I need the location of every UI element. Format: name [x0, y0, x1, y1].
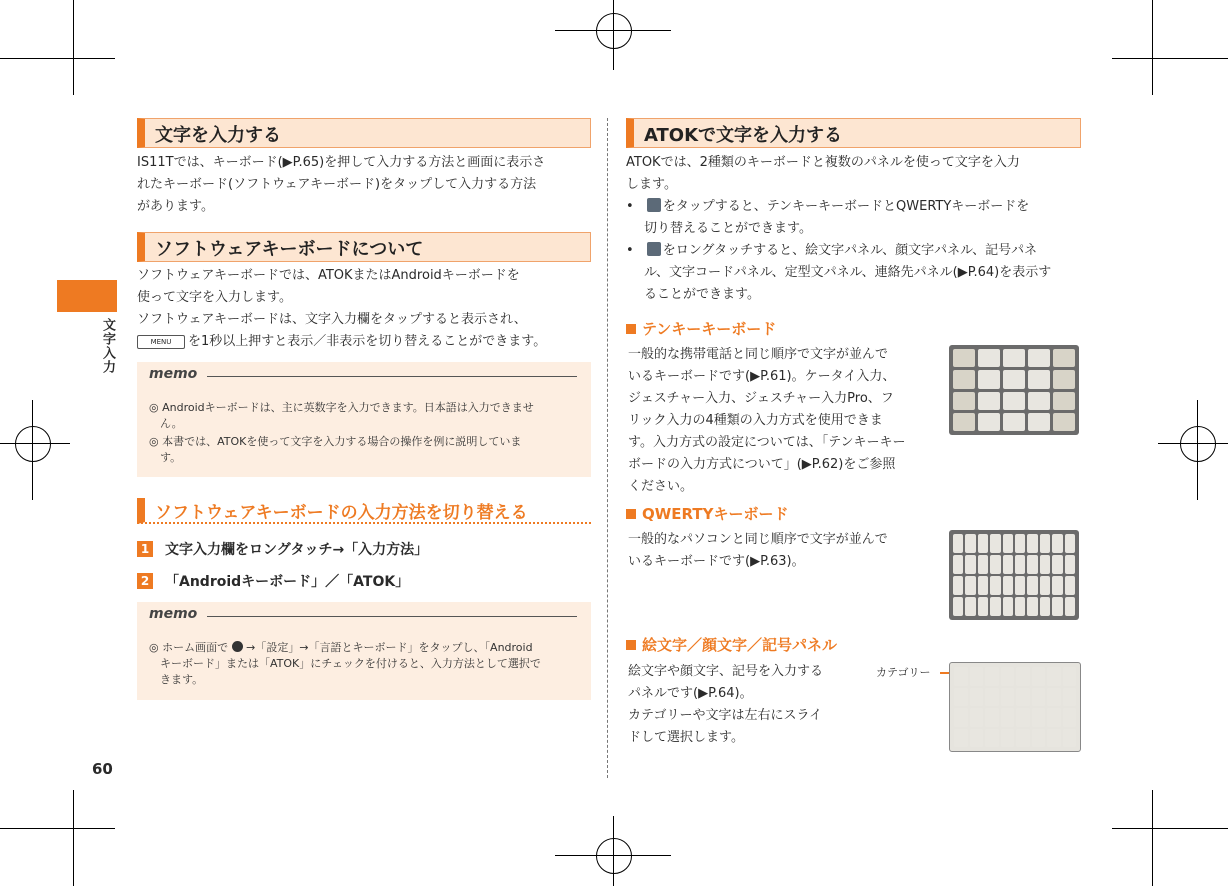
keyboard-key — [1047, 667, 1061, 686]
keyboard-key — [953, 370, 975, 388]
column-divider — [607, 118, 608, 778]
memo-label: memo — [149, 606, 198, 622]
keyboard-key — [978, 576, 988, 595]
keyboard-key — [990, 555, 1000, 574]
keyboard-key — [1047, 688, 1061, 707]
keyboard-key — [965, 597, 975, 616]
section-tenkey: テンキーキーボード — [626, 318, 776, 339]
bullet-switch-keyboard: • をタップすると、テンキーキーボードとQWERTYキーボードを 切り替えることができます。 — [626, 199, 1030, 236]
side-tab — [57, 280, 117, 312]
keyboard-key — [990, 597, 1000, 616]
keyboard-key — [1003, 576, 1013, 595]
keyboard-key — [1065, 555, 1075, 574]
keyboard-key — [1047, 729, 1061, 748]
keyboard-key — [1047, 708, 1061, 727]
keyboard-key — [1063, 667, 1077, 686]
keyboard-key — [978, 349, 1000, 367]
keyboard-key — [953, 349, 975, 367]
keyboard-key — [965, 534, 975, 553]
keyboard-key — [953, 597, 963, 616]
heading-switch-input-method: ソフトウェアキーボードの入力方法を切り替える — [137, 498, 591, 524]
keyboard-key — [1052, 555, 1062, 574]
keyboard-key — [1015, 534, 1025, 553]
keyboard-key — [965, 555, 975, 574]
keyboard-key — [1063, 729, 1077, 748]
keyboard-key — [985, 708, 999, 727]
keyboard-key — [970, 667, 984, 686]
memo-item: ◎ Androidキーボードは、主に英数字を入力できます。日本語は入力できませ ん。 — [149, 401, 534, 430]
keyboard-key — [978, 597, 988, 616]
keyboard-key — [985, 688, 999, 707]
memo-item: ◎ 本書では、ATOKを使って文字を入力する場合の操作を例に説明していま す。 — [149, 435, 522, 464]
keyboard-icon — [647, 242, 661, 256]
keyboard-key — [1028, 392, 1050, 410]
keyboard-key — [1003, 349, 1025, 367]
keyboard-key — [970, 688, 984, 707]
keyboard-key — [1003, 413, 1025, 431]
keyboard-key — [1027, 555, 1037, 574]
keyboard-key — [978, 555, 988, 574]
keyboard-key — [1053, 392, 1075, 410]
software-keyboard-paragraph: ソフトウェアキーボードでは、ATOKまたはAndroidキーボードを 使って文字を入力します。 ソフトウェアキーボードは、文字入力欄をタップすると表示され、 MENU を1秒以上押すと表示／非表示を切り替えることができます。 — [137, 268, 547, 349]
keyboard-key — [1003, 370, 1025, 388]
keyboard-key — [953, 576, 963, 595]
keyboard-key — [1001, 729, 1015, 748]
memo-label: memo — [149, 366, 198, 382]
tenkey-keyboard-image — [949, 345, 1079, 435]
keyboard-key — [1053, 370, 1075, 388]
emoji-panel-paragraph: 絵文字や顔文字、記号を入力する パネルです(▶P.64)。 カテゴリーや文字は左右にスライ ドして選択します。 — [628, 664, 824, 745]
keyboard-key — [1015, 555, 1025, 574]
keyboard-key — [1027, 597, 1037, 616]
keyboard-key — [978, 413, 1000, 431]
keyboard-key — [1028, 413, 1050, 431]
keyboard-key — [954, 688, 968, 707]
keyboard-key — [1015, 597, 1025, 616]
keyboard-key — [1032, 667, 1046, 686]
keyboard-key — [1016, 688, 1030, 707]
keyboard-key — [954, 729, 968, 748]
keyboard-key — [1063, 688, 1077, 707]
qwerty-paragraph: 一般的なパソコンと同じ順序で文字が並んで いるキーボードです(▶P.63)。 — [628, 532, 888, 569]
keyboard-key — [1032, 688, 1046, 707]
keyboard-key — [954, 667, 968, 686]
keyboard-key — [985, 729, 999, 748]
section-qwerty: QWERTYキーボード — [626, 503, 789, 524]
section-emoji-panel: 絵文字／顔文字／記号パネル — [626, 634, 837, 655]
keyboard-key — [990, 534, 1000, 553]
keyboard-key — [1003, 555, 1013, 574]
keyboard-key — [1040, 534, 1050, 553]
keyboard-key — [1065, 534, 1075, 553]
keyboard-key — [953, 555, 963, 574]
step-2: 2 「Androidキーボード」／「ATOK」 — [137, 571, 409, 591]
keyboard-key — [1027, 534, 1037, 553]
heading-software-keyboard: ソフトウェアキーボードについて — [137, 232, 591, 262]
keyboard-key — [1003, 597, 1013, 616]
keyboard-key — [1015, 576, 1025, 595]
keyboard-icon — [647, 198, 661, 212]
keyboard-key — [978, 392, 1000, 410]
keyboard-key — [1016, 667, 1030, 686]
keyboard-key — [1052, 534, 1062, 553]
keyboard-key — [1040, 576, 1050, 595]
keyboard-key — [1028, 370, 1050, 388]
keyboard-key — [1032, 708, 1046, 727]
keyboard-key — [1028, 349, 1050, 367]
keyboard-key — [1065, 597, 1075, 616]
page-number: 60 — [92, 760, 113, 778]
keyboard-key — [953, 534, 963, 553]
keyboard-key — [1001, 688, 1015, 707]
keyboard-key — [1065, 576, 1075, 595]
memo-box-2 — [137, 602, 591, 700]
keyboard-key — [953, 392, 975, 410]
keyboard-key — [954, 708, 968, 727]
keyboard-key — [965, 576, 975, 595]
keyboard-key — [1032, 729, 1046, 748]
keyboard-key — [1053, 413, 1075, 431]
keyboard-key — [1016, 729, 1030, 748]
keyboard-key — [978, 534, 988, 553]
keyboard-key — [970, 729, 984, 748]
menu-key-icon: MENU — [137, 335, 185, 349]
keyboard-key — [1003, 392, 1025, 410]
keyboard-key — [1027, 576, 1037, 595]
keyboard-key — [985, 667, 999, 686]
keyboard-key — [1063, 708, 1077, 727]
keyboard-key — [1016, 708, 1030, 727]
keyboard-key — [978, 370, 1000, 388]
keyboard-key — [953, 413, 975, 431]
keyboard-key — [1040, 555, 1050, 574]
step-1: 1 文字入力欄をロングタッチ→「入力方法」 — [137, 539, 428, 559]
intro-paragraph: IS11Tでは、キーボード(▶P.65)を押して入力する方法と画面に表示さ れたキーボード(ソフトウェアキーボード)をタップして入力する方法 があります。 — [137, 155, 546, 214]
keyboard-key — [990, 576, 1000, 595]
bullet-long-touch: • をロングタッチすると、絵文字パネル、顔文字パネル、記号パネ ル、文字コードパネル、定型文パネル、連絡先パネル(▶P.64)を表示す ることができます。 — [626, 243, 1052, 302]
keyboard-key — [1003, 534, 1013, 553]
keyboard-key — [1001, 667, 1015, 686]
keyboard-key — [1052, 597, 1062, 616]
memo-box-1 — [137, 362, 591, 477]
memo-item: ◎ ホーム画面で →「設定」→「言語とキーボード」をタップし、「Android キーボード」または「ATOK」にチェックを付けると、入力方法として選択で きます。 — [149, 641, 541, 686]
heading-text-input: 文字を入力する — [137, 118, 591, 148]
globe-icon — [232, 641, 243, 652]
heading-atok-input: ATOKで文字を入力する — [626, 118, 1081, 148]
keyboard-key — [1040, 597, 1050, 616]
atok-intro-paragraph: ATOKでは、2種類のキーボードと複数のパネルを使って文字を入力 します。 — [626, 155, 1020, 192]
keyboard-key — [1053, 349, 1075, 367]
qwerty-keyboard-image — [949, 530, 1079, 620]
keyboard-key — [1001, 708, 1015, 727]
emoji-panel-image — [949, 662, 1081, 752]
keyboard-key — [1052, 576, 1062, 595]
keyboard-key — [970, 708, 984, 727]
tenkey-paragraph: 一般的な携帯電話と同じ順序で文字が並んで いるキーボードです(▶P.61)。ケータイ入力、 ジェスチャー入力、ジェスチャー入力Pro、フ リック入力の4種類の入力方式を使用できま す。入力方式の設定については、「テンキーキー ボードの入力方式について」(▶P.62)をご参照 ください。 — [628, 347, 906, 494]
side-tab-label: 文字入力 — [100, 318, 115, 374]
category-label: カテゴリー — [876, 666, 931, 679]
